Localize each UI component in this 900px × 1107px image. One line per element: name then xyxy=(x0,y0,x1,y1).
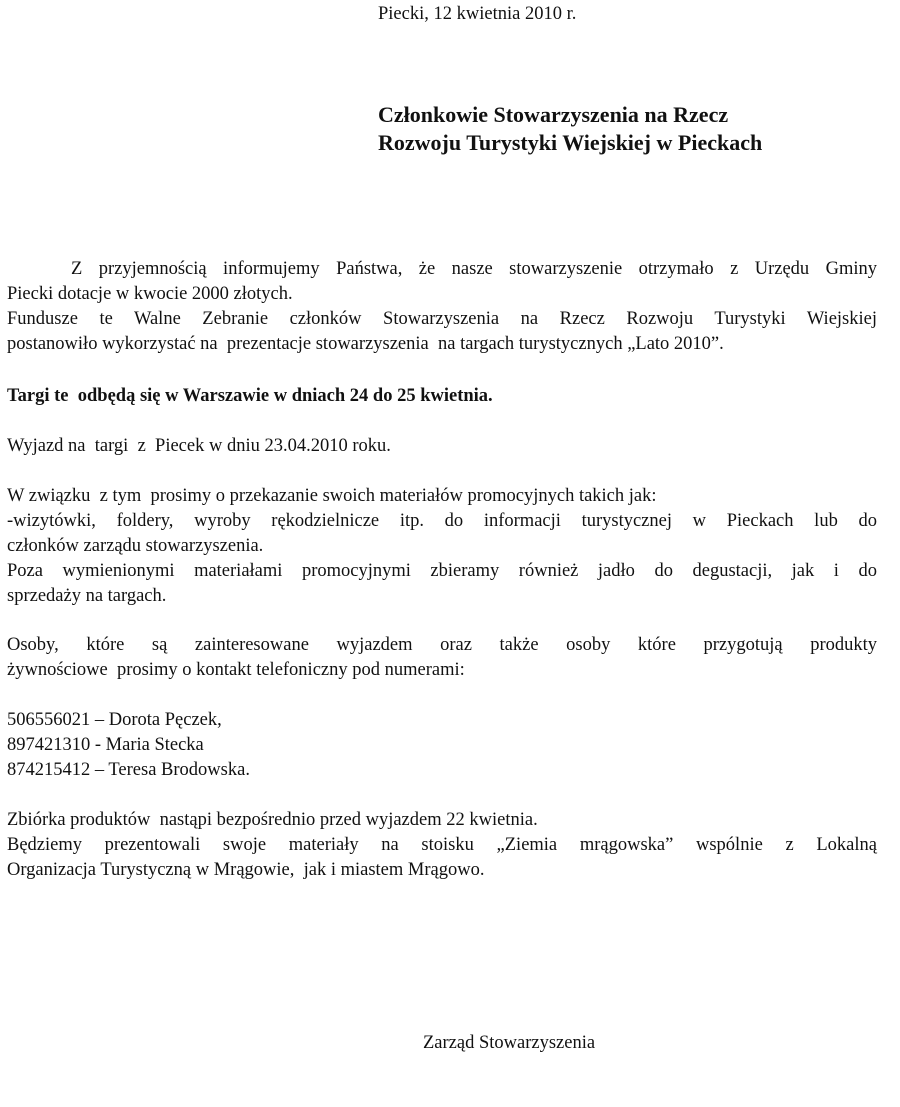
materials-line-3: członków zarządu stowarzyszenia. xyxy=(7,536,264,556)
grant-line-1: Z przyjemnością informujemy Państwa, że nasze stowarzyszenie otrzymało z Urzędu Gminy xyxy=(71,259,877,279)
materials-line-4: Poza wymienionymi materiałami promocyjnymi zbieramy również jadło do degustacji, jak i do xyxy=(7,561,877,581)
closing-line-1: Zbiórka produktów nastąpi bezpośrednio przed wyjazdem 22 kwietnia. xyxy=(7,810,538,830)
departure-info-text: Wyjazd na targi z Piecek w dniu 23.04.2010 roku. xyxy=(7,436,391,456)
recipient-line-1: Członkowie Stowarzyszenia na Rzecz xyxy=(378,102,729,127)
departure-info xyxy=(7,434,877,459)
recipient-line-2: Rozwoju Turystyki Wiejskiej w Pieckach xyxy=(378,130,763,155)
contact-paragraph xyxy=(7,633,877,683)
place-date: Piecki, 12 kwietnia 2010 r. xyxy=(378,4,577,24)
contact-item: 506556021 – Dorota Pęczek, xyxy=(7,710,222,730)
grant-line-4: postanowiło wykorzystać na prezentacje stowarzyszenia na targach turystycznych „Lato 2010”. xyxy=(7,334,724,354)
fair-info xyxy=(7,384,877,409)
contact-item: 897421310 - Maria Stecka xyxy=(7,735,204,755)
grant-line-2: Piecki dotacje w kwocie 2000 złotych. xyxy=(7,284,293,304)
materials-line-1: W związku z tym prosimy o przekazanie swoich materiałów promocyjnych takich jak: xyxy=(7,486,657,506)
grant-paragraph xyxy=(7,257,877,357)
closing-line-3: Organizacja Turystyczną w Mrągowie, jak i miastem Mrągowo. xyxy=(7,860,485,880)
signature: Zarząd Stowarzyszenia xyxy=(423,1033,596,1053)
contact-list xyxy=(7,708,877,783)
materials-line-5: sprzedaży na targach. xyxy=(7,586,167,606)
contact-line-1: Osoby, które są zainteresowane wyjazdem oraz także osoby które przygotują produkty xyxy=(7,635,877,655)
contact-line-2: żywnościowe prosimy o kontakt telefoniczny pod numerami: xyxy=(7,660,465,680)
materials-line-2: -wizytówki, foldery, wyroby rękodzielnicze itp. do informacji turystycznej w Pieckach lub do xyxy=(7,511,877,531)
closing-line-2: Będziemy prezentowali swoje materiały na stoisku „Ziemia mrągowska” wspólnie z Lokalną xyxy=(7,835,877,855)
contact-item: 874215412 – Teresa Brodowska. xyxy=(7,760,250,780)
closing-paragraph xyxy=(7,808,877,883)
recipient-heading xyxy=(378,101,762,157)
fair-info-text: Targi te odbędą się w Warszawie w dniach 24 do 25 kwietnia. xyxy=(7,386,493,406)
grant-line-3: Fundusze te Walne Zebranie członków Stowarzyszenia na Rzecz Rozwoju Turystyki Wiejskiej xyxy=(7,309,877,329)
materials-paragraph xyxy=(7,484,877,609)
